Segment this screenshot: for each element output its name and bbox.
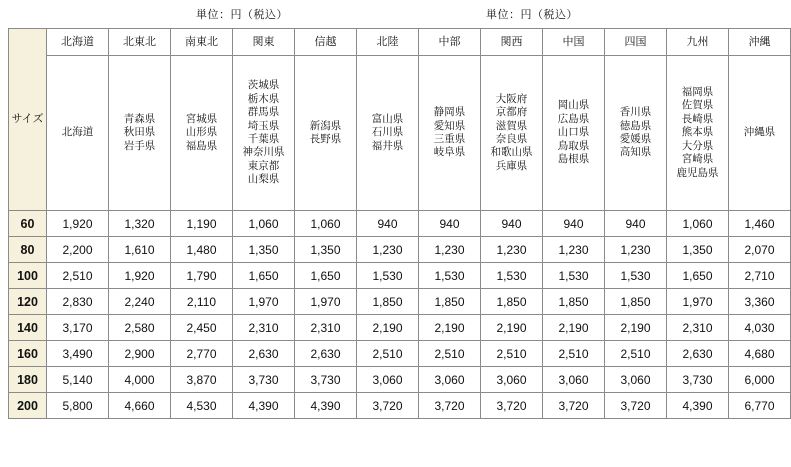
prefecture-name: 埼玉県	[247, 119, 280, 132]
prefecture-name: 秋田県	[123, 126, 156, 139]
fee-cell: 1,230	[419, 237, 481, 263]
row-size-label: 120	[9, 289, 47, 315]
prefecture-name: 奈良県	[495, 133, 528, 145]
fee-cell: 1,650	[233, 263, 295, 289]
fee-cell: 2,190	[481, 315, 543, 341]
fee-cell: 2,200	[47, 237, 109, 263]
fee-cell: 1,230	[543, 237, 605, 263]
page-edge	[594, 0, 600, 467]
fee-cell: 4,390	[233, 393, 295, 419]
prefecture-name: 高知県	[619, 146, 652, 159]
fee-cell: 2,070	[729, 237, 791, 263]
fee-cell: 2,710	[729, 263, 791, 289]
fee-cell: 2,510	[605, 341, 667, 367]
fee-cell: 3,360	[729, 289, 791, 315]
fee-cell: 940	[481, 211, 543, 237]
prefecture-name: 和歌山県	[490, 146, 533, 159]
fee-cell: 1,610	[109, 237, 171, 263]
fee-cell: 1,920	[47, 211, 109, 237]
fee-cell: 4,390	[667, 393, 729, 419]
fee-cell: 1,060	[295, 211, 357, 237]
prefecture-name: 島根県	[557, 153, 590, 166]
table-head	[9, 29, 791, 211]
prefecture-cell-10	[667, 56, 729, 211]
prefecture-name: 沖縄県	[743, 126, 776, 139]
fee-cell: 5,140	[47, 367, 109, 393]
prefecture-name: 大阪府	[495, 92, 528, 105]
fee-cell: 2,190	[357, 315, 419, 341]
prefecture-name: 熊本県	[681, 126, 714, 139]
header-row	[9, 29, 791, 56]
prefecture-name: 愛知県	[433, 119, 466, 132]
prefecture-name: 新潟県	[309, 119, 342, 132]
fee-cell: 2,240	[109, 289, 171, 315]
fee-cell: 2,510	[357, 341, 419, 367]
fee-cell: 2,630	[667, 341, 729, 367]
fee-cell: 2,630	[295, 341, 357, 367]
unit-note-row	[0, 0, 600, 26]
table-row	[9, 367, 791, 393]
region-header-6: 中部	[419, 29, 481, 56]
prefecture-name: 山形県	[185, 126, 218, 139]
table-row	[9, 263, 791, 289]
fee-cell: 6,770	[729, 393, 791, 419]
fee-cell: 3,170	[47, 315, 109, 341]
fee-cell: 2,510	[47, 263, 109, 289]
fee-cell: 3,720	[419, 393, 481, 419]
fee-cell: 1,060	[667, 211, 729, 237]
prefecture-name: 茨城県	[247, 79, 280, 92]
fee-cell: 2,630	[233, 341, 295, 367]
region-header-7: 関西	[481, 29, 543, 56]
prefecture-name: 佐賀県	[681, 99, 714, 112]
unit-note-right: 単位：円（税込）	[486, 9, 578, 21]
prefecture-name: 広島県	[557, 112, 590, 125]
row-size-label: 80	[9, 237, 47, 263]
fee-cell: 1,190	[171, 211, 233, 237]
fee-cell: 4,530	[171, 393, 233, 419]
fee-cell: 4,680	[729, 341, 791, 367]
fee-cell: 3,870	[171, 367, 233, 393]
prefecture-name: 岐阜県	[433, 146, 466, 159]
row-size-label: 160	[9, 341, 47, 367]
table-row	[9, 393, 791, 419]
fee-cell: 1,970	[295, 289, 357, 315]
prefecture-cell-0	[47, 56, 109, 211]
fee-cell: 1,850	[605, 289, 667, 315]
prefecture-name: 東京都	[247, 159, 280, 172]
prefecture-name: 静岡県	[433, 106, 466, 119]
region-header-0: 北海道	[47, 29, 109, 56]
prefecture-name: 宮城県	[185, 112, 218, 125]
fee-cell: 1,850	[481, 289, 543, 315]
prefecture-name: 山梨県	[247, 173, 280, 186]
row-size-label: 180	[9, 367, 47, 393]
prefecture-name: 栃木県	[247, 92, 280, 105]
table-row	[9, 315, 791, 341]
fee-cell: 1,650	[667, 263, 729, 289]
fee-cell: 2,190	[605, 315, 667, 341]
prefecture-name: 群馬県	[247, 106, 280, 119]
fee-cell: 1,790	[171, 263, 233, 289]
region-header-10: 九州	[667, 29, 729, 56]
unit-note-left: 単位：円（税込）	[196, 9, 288, 21]
fee-cell: 2,900	[109, 341, 171, 367]
table-row	[9, 211, 791, 237]
fee-cell: 940	[543, 211, 605, 237]
fee-cell: 2,190	[543, 315, 605, 341]
prefecture-name: 京都府	[495, 106, 528, 119]
prefecture-name: 大分県	[681, 139, 714, 152]
prefecture-name: 石川県	[371, 126, 404, 139]
prefecture-cell-4	[295, 56, 357, 211]
fee-cell: 2,580	[109, 315, 171, 341]
fee-cell: 3,060	[419, 367, 481, 393]
region-header-4: 信越	[295, 29, 357, 56]
shipping-fee-table	[8, 28, 791, 419]
row-size-label: 60	[9, 211, 47, 237]
region-header-5: 北陸	[357, 29, 419, 56]
fee-cell: 3,060	[543, 367, 605, 393]
fee-cell: 940	[357, 211, 419, 237]
prefecture-cell-7	[481, 56, 543, 211]
fee-cell: 2,510	[543, 341, 605, 367]
fee-cell: 1,920	[109, 263, 171, 289]
fee-cell: 1,850	[419, 289, 481, 315]
fee-cell: 1,850	[543, 289, 605, 315]
fee-cell: 3,060	[605, 367, 667, 393]
prefecture-name: 宮崎県	[681, 153, 714, 166]
fee-cell: 2,510	[481, 341, 543, 367]
prefecture-name: 長野県	[309, 133, 342, 145]
prefecture-name: 岡山県	[557, 99, 590, 112]
fee-cell: 3,720	[357, 393, 419, 419]
row-size-label: 100	[9, 263, 47, 289]
region-header-9: 四国	[605, 29, 667, 56]
prefecture-name: 富山県	[371, 112, 404, 125]
prefecture-name: 徳島県	[619, 119, 652, 132]
fee-cell: 1,530	[481, 263, 543, 289]
prefecture-name: 北海道	[61, 126, 94, 139]
fee-cell: 2,310	[233, 315, 295, 341]
prefecture-name: 滋賀県	[495, 119, 528, 132]
fee-cell: 4,660	[109, 393, 171, 419]
fee-cell: 1,350	[295, 237, 357, 263]
fee-cell: 1,530	[357, 263, 419, 289]
fee-cell: 2,510	[419, 341, 481, 367]
fee-cell: 2,310	[667, 315, 729, 341]
fee-cell: 1,460	[729, 211, 791, 237]
fee-cell: 5,800	[47, 393, 109, 419]
fee-cell: 3,730	[295, 367, 357, 393]
prefecture-name: 鹿児島県	[676, 166, 719, 179]
row-size-label: 200	[9, 393, 47, 419]
prefecture-name: 福井県	[371, 139, 404, 152]
fee-cell: 4,030	[729, 315, 791, 341]
table-body	[9, 211, 791, 419]
fee-cell: 1,320	[109, 211, 171, 237]
fee-cell: 1,230	[605, 237, 667, 263]
prefecture-name: 千葉県	[247, 133, 280, 145]
region-header-3: 関東	[233, 29, 295, 56]
prefecture-name: 福岡県	[681, 85, 714, 98]
fee-cell: 2,310	[295, 315, 357, 341]
fee-cell: 3,720	[605, 393, 667, 419]
prefecture-name: 山口県	[557, 126, 590, 139]
fee-cell: 2,110	[171, 289, 233, 315]
table-row	[9, 237, 791, 263]
fee-cell: 4,000	[109, 367, 171, 393]
fee-cell: 3,490	[47, 341, 109, 367]
fee-cell: 3,730	[667, 367, 729, 393]
fee-cell: 2,190	[419, 315, 481, 341]
prefecture-row	[9, 56, 791, 211]
fee-cell: 4,390	[295, 393, 357, 419]
prefecture-cell-6	[419, 56, 481, 211]
fee-cell: 1,530	[605, 263, 667, 289]
fee-cell: 1,350	[233, 237, 295, 263]
fee-table-container[interactable]	[8, 28, 776, 460]
fee-cell: 1,530	[543, 263, 605, 289]
prefecture-name: 三重県	[433, 133, 466, 145]
fee-cell: 1,350	[667, 237, 729, 263]
prefecture-name: 鳥取県	[557, 139, 590, 152]
region-header-11: 沖縄	[729, 29, 791, 56]
fee-cell: 1,970	[233, 289, 295, 315]
fee-cell: 3,720	[543, 393, 605, 419]
prefecture-cell-11	[729, 56, 791, 211]
row-size-label: 140	[9, 315, 47, 341]
fee-cell: 1,650	[295, 263, 357, 289]
fee-cell: 1,230	[481, 237, 543, 263]
fee-cell: 1,480	[171, 237, 233, 263]
prefecture-name: 岩手県	[123, 139, 156, 152]
prefecture-name: 長崎県	[681, 112, 714, 125]
fee-cell: 1,970	[667, 289, 729, 315]
prefecture-name: 兵庫県	[495, 159, 528, 172]
prefecture-cell-9	[605, 56, 667, 211]
prefecture-name: 福島県	[185, 139, 218, 152]
prefecture-name: 神奈川県	[242, 146, 285, 159]
size-column-header: サイズ	[9, 29, 47, 211]
table-row	[9, 341, 791, 367]
region-header-2: 南東北	[171, 29, 233, 56]
fee-cell: 1,230	[357, 237, 419, 263]
fee-cell: 940	[605, 211, 667, 237]
prefecture-cell-3	[233, 56, 295, 211]
region-header-8: 中国	[543, 29, 605, 56]
fee-cell: 6,000	[729, 367, 791, 393]
fee-cell: 3,720	[481, 393, 543, 419]
fee-cell: 3,060	[481, 367, 543, 393]
fee-cell: 2,830	[47, 289, 109, 315]
prefecture-cell-5	[357, 56, 419, 211]
prefecture-name: 香川県	[619, 106, 652, 119]
fee-cell: 1,060	[233, 211, 295, 237]
prefecture-name: 愛媛県	[619, 133, 652, 145]
prefecture-name: 青森県	[123, 112, 156, 125]
prefecture-cell-1	[109, 56, 171, 211]
fee-cell: 3,730	[233, 367, 295, 393]
fee-cell: 1,530	[419, 263, 481, 289]
table-row	[9, 289, 791, 315]
prefecture-cell-2	[171, 56, 233, 211]
fee-cell: 2,450	[171, 315, 233, 341]
fee-cell: 940	[419, 211, 481, 237]
region-header-1: 北東北	[109, 29, 171, 56]
fee-cell: 3,060	[357, 367, 419, 393]
fee-cell: 1,850	[357, 289, 419, 315]
fee-cell: 2,770	[171, 341, 233, 367]
